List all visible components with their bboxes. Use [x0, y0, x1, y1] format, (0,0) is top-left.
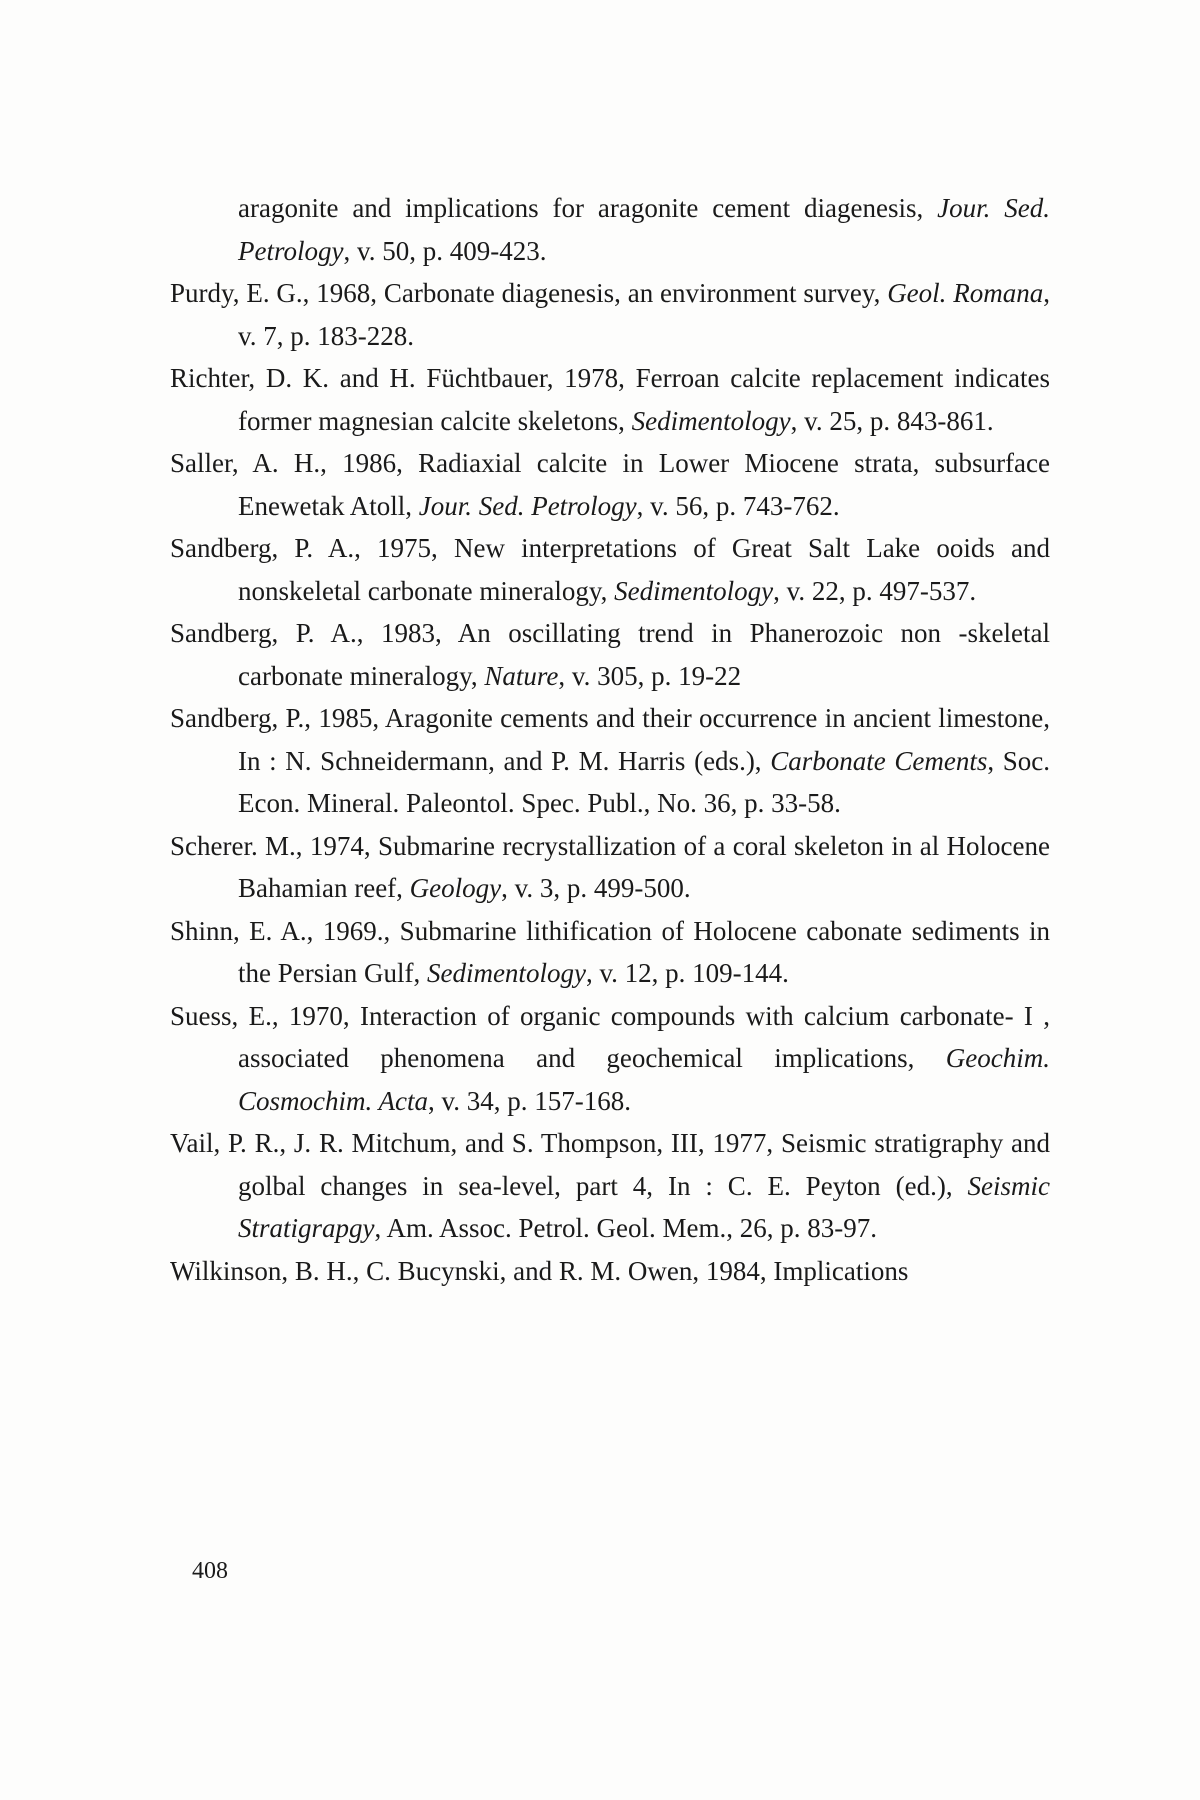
- reference-source-title: Sedimentology: [614, 575, 774, 606]
- reference-entry: [170, 1122, 1050, 1250]
- reference-entry: [170, 357, 1050, 442]
- reference-text: Wilkinson, B. H., C. Bucynski, and R. M. Owen, 1984, Implications: [170, 1255, 909, 1286]
- reference-text: Sandberg, P. A., 1983, An oscillating trend in Phanerozoic non -skeletal carbonate mineralogy,: [170, 618, 1050, 691]
- reference-text: , v. 3, p. 499-500.: [501, 873, 691, 903]
- reference-entry: [170, 612, 1050, 697]
- reference-entry: [170, 995, 1050, 1123]
- reference-source-title: Seismic Stratigrapgy: [238, 1170, 1050, 1243]
- reference-text: Saller, A. H., 1986, Radiaxial calcite in Lower Miocene strata, subsurface Enewetak Atoll,: [170, 448, 1050, 521]
- reference-text: , v. 34, p. 157-168.: [428, 1085, 631, 1116]
- reference-source-title: Geochim. Cosmochim. Acta: [238, 1043, 1050, 1116]
- reference-list: [170, 187, 1050, 1292]
- reference-text: Scherer. M., 1974, Submarine recrystallization of a coral skeleton in al Holocene Bahamian reef,: [170, 830, 1050, 903]
- reference-text: Vail, P. R., J. R. Mitchum, and S. Thompson, III, 1977, Seismic stratigraphy and golbal changes in sea-level, part 4, In : C. E. Peyton (ed.),: [170, 1128, 1050, 1201]
- reference-source-title: Jour. Sed. Petrology: [418, 490, 637, 521]
- reference-source-title: Jour. Sed. Petrology: [238, 193, 1050, 266]
- reference-text: , v. 7, p. 183-228.: [238, 278, 1051, 351]
- reference-continuation: [170, 187, 1050, 272]
- reference-text: Purdy, E. G., 1968, Carbonate diagenesis, an environment survey,: [170, 278, 888, 308]
- reference-text: , v. 50, p. 409-423.: [343, 235, 547, 266]
- reference-entry: [170, 910, 1050, 995]
- reference-entry: [170, 272, 1050, 357]
- reference-source-title: Nature: [484, 660, 559, 691]
- reference-source-title: Sedimentology: [631, 405, 791, 436]
- reference-text: , v. 22, p. 497-537.: [773, 575, 977, 606]
- reference-text: , v. 56, p. 743-762.: [636, 490, 840, 521]
- reference-source-title: Sedimentology: [426, 958, 586, 988]
- page-number: 408: [192, 1558, 228, 1584]
- reference-text: aragonite and implications for aragonite cement diagenesis,: [238, 193, 938, 223]
- reference-entry: [170, 1250, 1050, 1293]
- reference-entry: [170, 442, 1050, 527]
- reference-entry: [170, 527, 1050, 612]
- reference-text: , v. 305, p. 19-22: [558, 660, 742, 691]
- reference-source-title: Carbonate Cements: [770, 745, 988, 776]
- reference-text: Sandberg, P., 1985, Aragonite cements and their occurrence in ancient limestone, In : N. Schneidermann, and P. M. Harris (eds.),: [170, 703, 1050, 776]
- reference-text: , v. 12, p. 109-144.: [585, 958, 789, 988]
- reference-text: Suess, E., 1970, Interaction of organic compounds with calcium carbonate- I , associated phenomena and geochemical implications,: [170, 1000, 1050, 1073]
- reference-text: , Soc. Econ. Mineral. Paleontol. Spec. Publ., No. 36, p. 33-58.: [238, 745, 1050, 818]
- reference-text: Sandberg, P. A., 1975, New interpretations of Great Salt Lake ooids and nonskeletal carbonate mineralogy,: [170, 533, 1050, 606]
- reference-entry: [170, 825, 1050, 910]
- reference-text: Shinn, E. A., 1969., Submarine lithification of Holocene cabonate sediments in the Persian Gulf,: [170, 915, 1050, 988]
- reference-entry: [170, 697, 1050, 825]
- reference-source-title: Geology: [409, 873, 502, 903]
- reference-text: , Am. Assoc. Petrol. Geol. Mem., 26, p. 83-97.: [374, 1213, 877, 1243]
- reference-source-title: Geol. Romana: [887, 278, 1044, 308]
- reference-text: Richter, D. K. and H. Füchtbauer, 1978, Ferroan calcite replacement indicates former magnesian calcite skeletons,: [170, 363, 1050, 436]
- reference-text: , v. 25, p. 843-861.: [790, 405, 994, 436]
